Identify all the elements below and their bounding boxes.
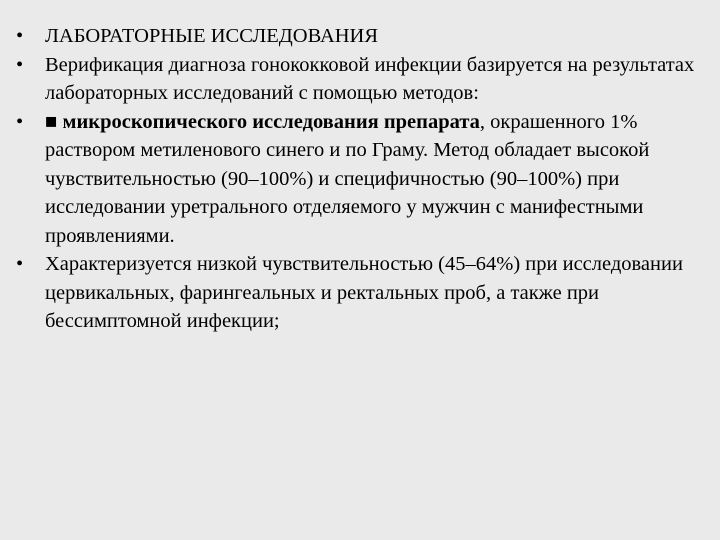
microscopy-description: , окрашенного 1% раствором метиленового синего и по Граму. Метод обладает высокой чувствительностью (90–100%) и специфичностью (90–100%) при исследовании уретрального отделяемого у мужчин с манифестными проявлениями. [45,110,650,247]
bullet-item-heading [16,22,706,51]
bullet-icon: • [16,53,24,76]
bullet-item-sensitivity [16,250,706,336]
sensitivity-text: Характеризуется низкой чувствительностью (45–64%) при исследовании цервикальных, фарингеальных и ректальных проб, а также при бессимптомной инфекции; [45,253,683,332]
bullet-icon: • [16,25,24,47]
bullet-icon: • [16,253,24,275]
verification-text: Верификация диагноза гонококковой инфекции базируется на результатах лабораторных исследований с помощью методов: [45,53,695,104]
microscopy-method-label: ■ микроскопического исследования препарата [45,110,480,133]
section-heading: ЛАБОРАТОРНЫЕ ИССЛЕДОВАНИЯ [45,25,379,47]
bullet-icon: • [16,110,24,133]
bullet-list [16,22,706,336]
bullet-item-verification [16,51,706,108]
bullet-item-microscopy [16,108,706,251]
